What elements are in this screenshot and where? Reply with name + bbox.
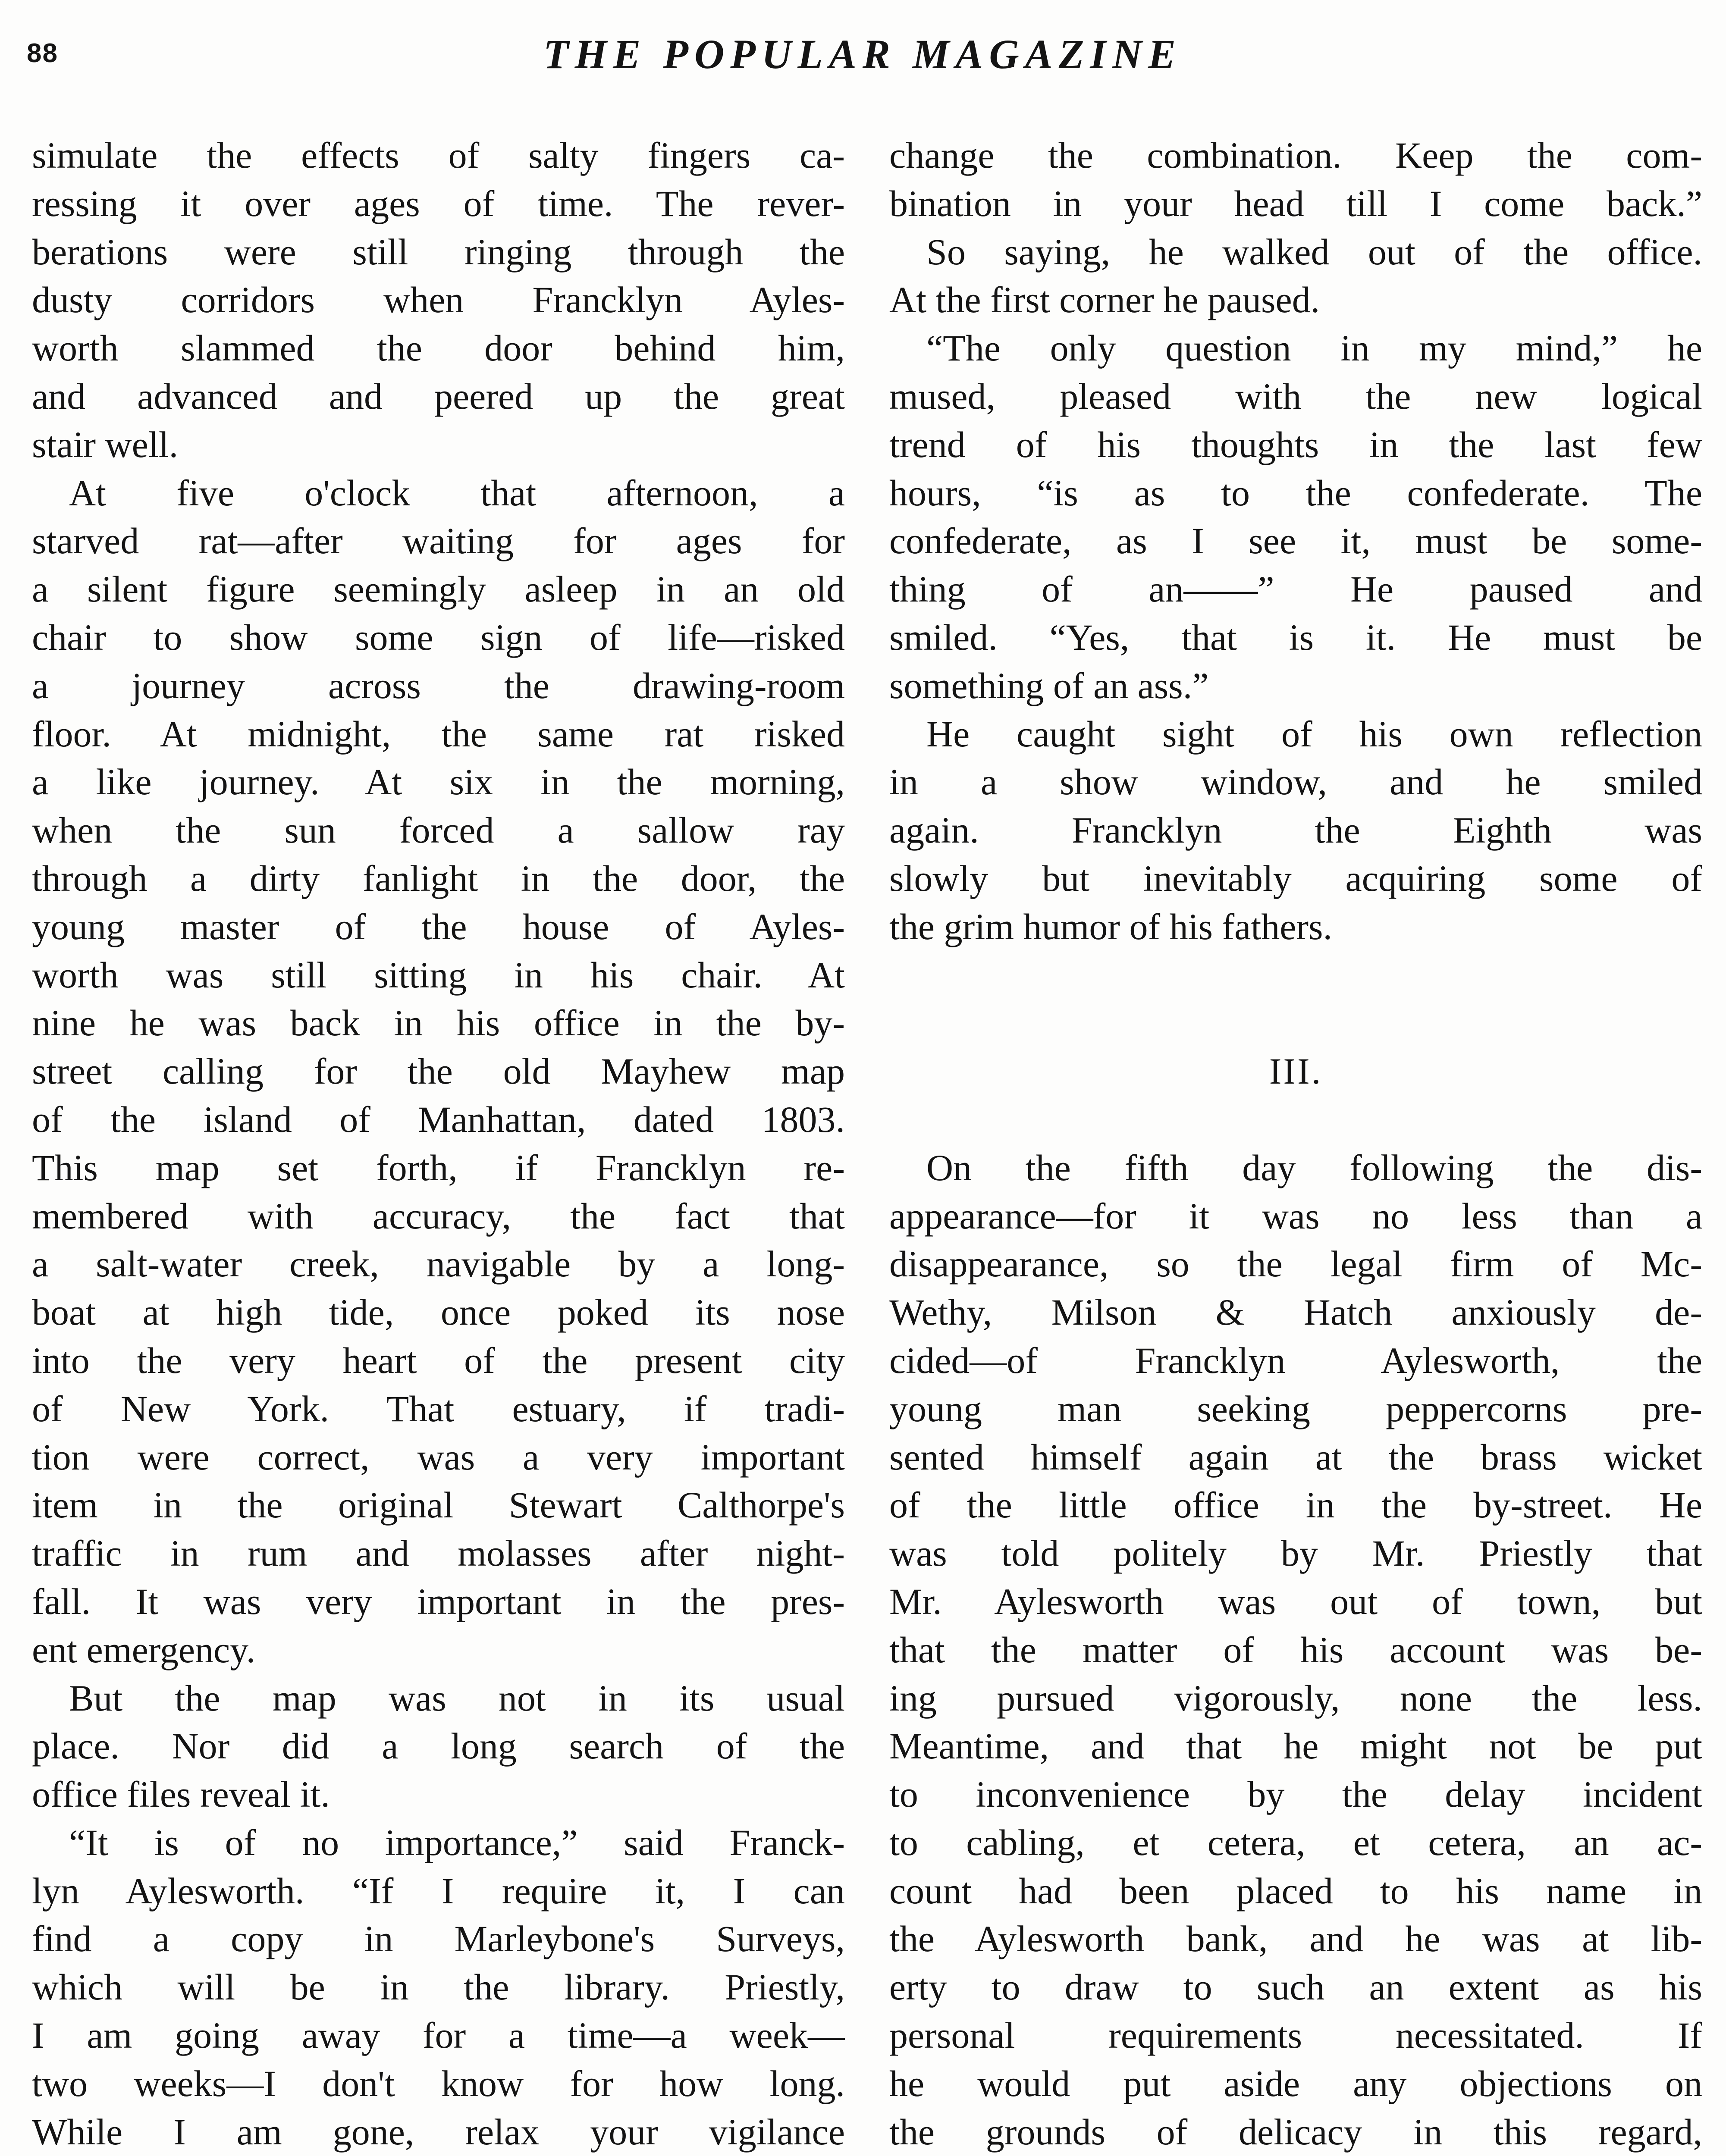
text-line: thing of an——” He paused and [889, 568, 1702, 610]
text-line: bination in your head till I come back.” [889, 182, 1702, 224]
text-line: which will be in the library. Priestly, [32, 1966, 845, 2008]
text-line: a journey across the drawing-room [32, 664, 845, 706]
text-line: “The only question in my mind,” he [926, 327, 1702, 369]
text-line: Wethy, Milson & Hatch anxiously de- [889, 1291, 1702, 1333]
text-line: fall. It was very important in the pres- [32, 1580, 845, 1622]
text-line: place. Nor did a long search of the [32, 1725, 845, 1767]
text-line: trend of his thoughts in the last few [889, 423, 1702, 465]
text-line: traffic in rum and molasses after night- [32, 1532, 845, 1574]
spacer [889, 951, 1702, 1000]
text-line: On the fifth day following the dis- [926, 1147, 1702, 1188]
text-line: through a dirty fanlight in the door, the [32, 857, 845, 899]
text-line: when the sun forced a sallow ray [32, 809, 845, 851]
text-line: office files reveal it. [32, 1774, 330, 1815]
text-line: dusty corridors when Francklyn Ayles- [32, 279, 845, 321]
text-line: and advanced and peered up the great [32, 375, 845, 417]
text-line: count had been placed to his name in [889, 1870, 1702, 1912]
text-line: smiled. “Yes, that is it. He must be [889, 616, 1702, 658]
text-line: change the combination. Keep the com- [889, 135, 1702, 176]
text-line: personal requirements necessitated. If [889, 2015, 1702, 2056]
text-line: find a copy in Marleybone's Surveys, [32, 1918, 845, 1960]
text-line: slowly but inevitably acquiring some of [889, 857, 1702, 899]
text-line: hours, “is as to the confederate. The [889, 472, 1702, 514]
text-line: At the first corner he paused. [889, 279, 1320, 321]
text-line: something of an ass.” [889, 664, 1209, 706]
text-line: At five o'clock that afternoon, a [69, 472, 845, 514]
text-line: a salt-water creek, navigable by a long- [32, 1243, 845, 1285]
section-heading: III. [1269, 1050, 1323, 1092]
text-line: lyn Aylesworth. “If I require it, I can [32, 1870, 845, 1912]
text-line: Meantime, and that he might not be put [889, 1725, 1702, 1767]
text-line: was told politely by Mr. Priestly that [889, 1532, 1702, 1574]
text-line: again. Francklyn the Eighth was [889, 809, 1702, 851]
text-line: stair well. [32, 423, 179, 465]
text-line: item in the original Stewart Calthorpe's [32, 1484, 845, 1526]
page-number: 88 [27, 38, 58, 68]
text-line: simulate the effects of salty fingers ca- [32, 135, 845, 176]
text-line: in a show window, and he smiled [889, 761, 1702, 803]
running-title: THE POPULAR MAGAZINE [543, 31, 1182, 77]
text-line: I am going away for a time—a week— [32, 2015, 845, 2056]
text-line: boat at high tide, once poked its nose [32, 1291, 845, 1333]
text-line: worth was still sitting in his chair. At [32, 954, 845, 996]
text-line: he would put aside any objections on [889, 2062, 1702, 2104]
text-line: worth slammed the door behind him, [32, 327, 845, 369]
text-line: nine he was back in his office in the by- [32, 1002, 845, 1044]
text-line: of the island of Manhattan, dated 1803. [32, 1098, 845, 1140]
text-line: that the matter of his account was be- [889, 1629, 1702, 1670]
text-line: “It is of no importance,” said Franck- [69, 1821, 845, 1863]
text-line: of the little office in the by-street. He [889, 1484, 1702, 1526]
text-line: of New York. That estuary, if tradi- [32, 1388, 845, 1429]
text-line: membered with accuracy, the fact that [32, 1195, 845, 1237]
text-line: ing pursued vigorously, none the less. [889, 1677, 1702, 1719]
text-line: starved rat—after waiting for ages for [32, 520, 845, 562]
text-line: ressing it over ages of time. The rever- [32, 182, 845, 224]
text-line: He caught sight of his own reflection [926, 713, 1702, 755]
text-line: sented himself again at the brass wicket [889, 1436, 1702, 1478]
text-line: floor. At midnight, the same rat risked [32, 713, 845, 755]
spacer [889, 1096, 1702, 1144]
text-line: erty to draw to such an extent as his [889, 1966, 1702, 2008]
text-line: cided—of Francklyn Aylesworth, the [889, 1339, 1702, 1381]
text-line: two weeks—I don't know for how long. [32, 2062, 845, 2104]
text-line: Mr. Aylesworth was out of town, but [889, 1580, 1702, 1622]
spacer [889, 999, 1702, 1047]
text-line: berations were still ringing through the [32, 231, 845, 273]
text-line: While I am gone, relax your vigilance [32, 2111, 845, 2153]
text-line: into the very heart of the present city [32, 1339, 845, 1381]
page-header [0, 30, 1726, 86]
text-line: a like journey. At six in the morning, [32, 761, 845, 803]
text-line: appearance—for it was no less than a [889, 1195, 1702, 1237]
text-line: the grounds of delicacy in this regard, [889, 2111, 1702, 2153]
text-line: to cabling, et cetera, et cetera, an ac- [889, 1821, 1702, 1863]
text-line: So saying, he walked out of the office. [926, 231, 1702, 273]
text-line: street calling for the old Mayhew map [32, 1050, 845, 1092]
text-line: to inconvenience by the delay incident [889, 1774, 1702, 1815]
text-line: young master of the house of Ayles- [32, 906, 845, 947]
text-line: chair to show some sign of life—risked [32, 616, 845, 658]
text-line: This map set forth, if Francklyn re- [32, 1147, 845, 1188]
left-text-column [32, 132, 845, 2156]
text-line: ent emergency. [32, 1629, 256, 1670]
text-line: young man seeking peppercorns pre- [889, 1388, 1702, 1429]
text-line: But the map was not in its usual [69, 1677, 845, 1719]
text-line: the Aylesworth bank, and he was at lib- [889, 1918, 1702, 1960]
right-text-column [889, 132, 1702, 2156]
text-line: a silent figure seemingly asleep in an old [32, 568, 845, 610]
text-line: the grim humor of his fathers. [889, 906, 1333, 947]
text-line: mused, pleased with the new logical [889, 375, 1702, 417]
text-line: confederate, as I see it, must be some- [889, 520, 1702, 562]
text-line: tion were correct, was a very important [32, 1436, 845, 1478]
text-line: disappearance, so the legal firm of Mc- [889, 1243, 1702, 1285]
